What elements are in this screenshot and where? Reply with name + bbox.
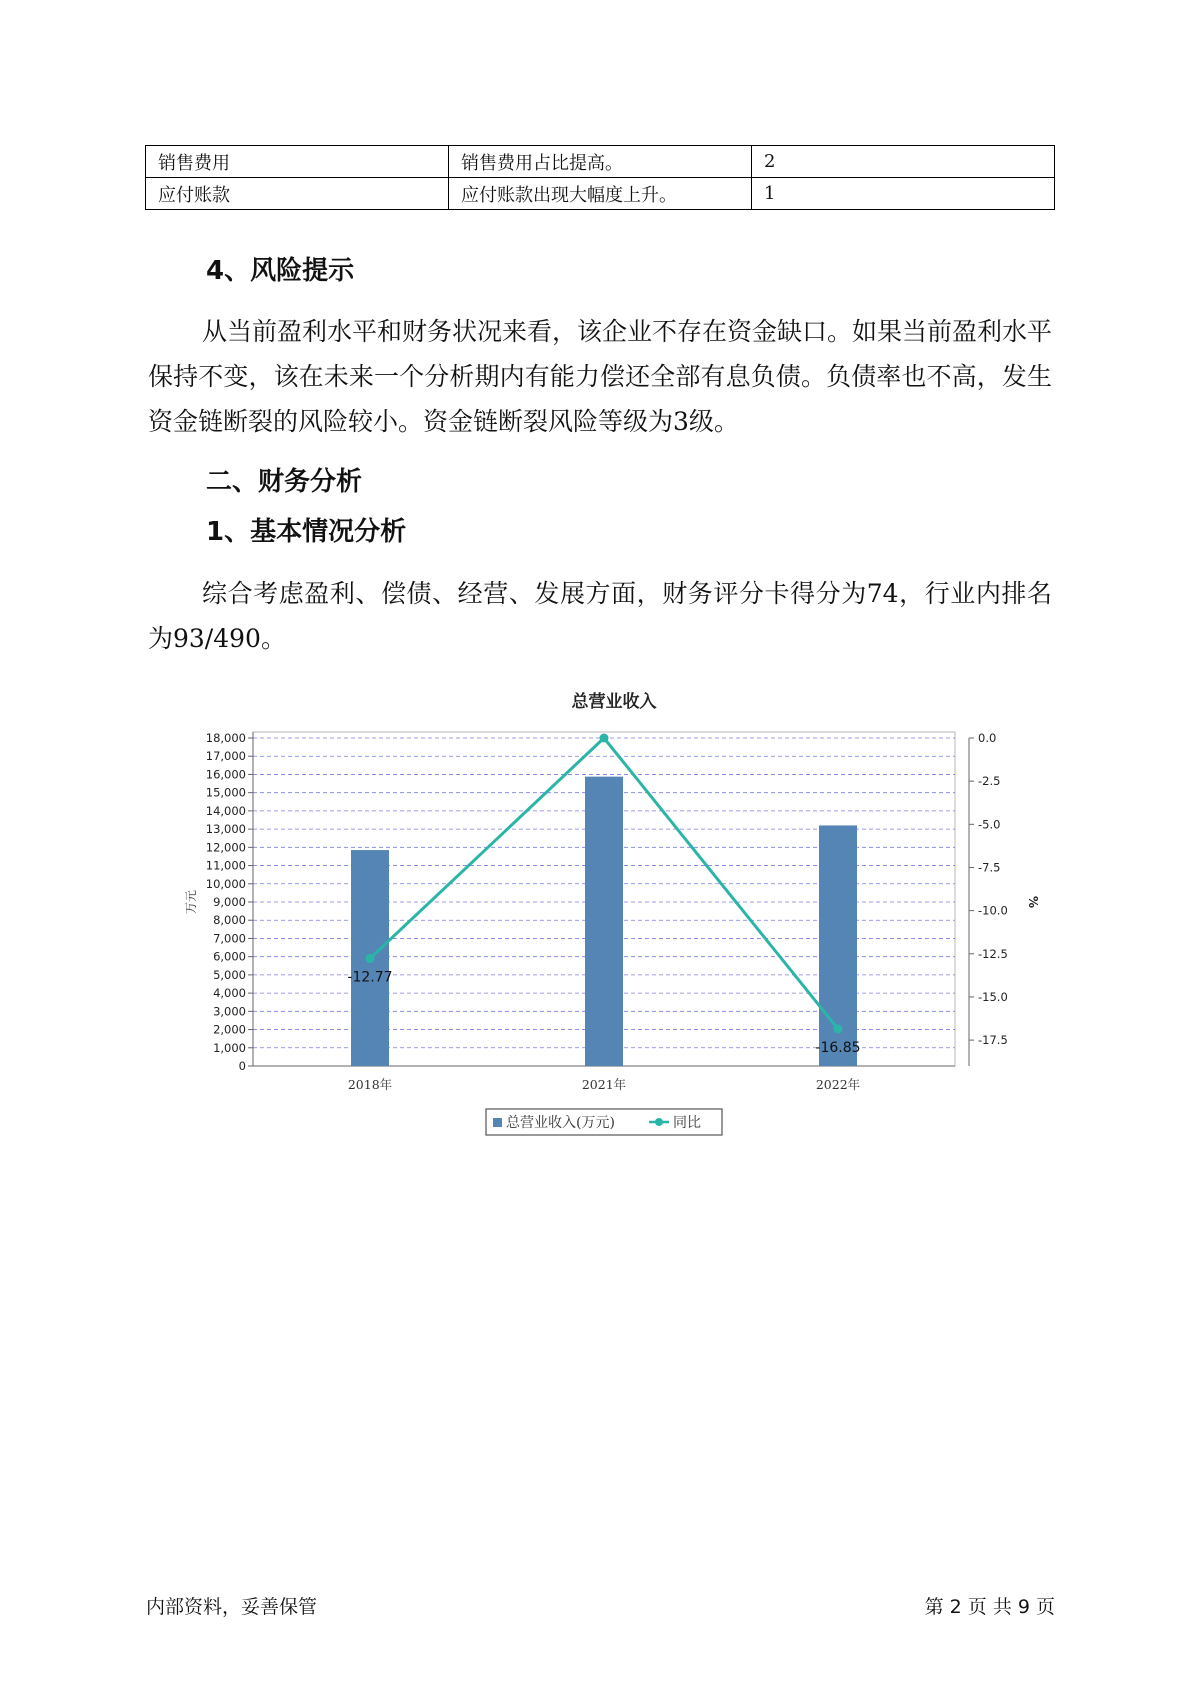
y-tick-label: 2,000 bbox=[213, 1022, 246, 1037]
yoy-point bbox=[366, 954, 375, 963]
y-tick-label: 8,000 bbox=[213, 913, 246, 928]
y-tick-label: 17,000 bbox=[205, 749, 246, 764]
yoy-point bbox=[834, 1024, 843, 1033]
footer-left: 内部资料，妥善保管 bbox=[146, 1596, 318, 1618]
y2-tick-label: -12.5 bbox=[978, 946, 1008, 961]
y2-axis-label: % bbox=[1026, 895, 1040, 909]
yoy-data-label: -16.85 bbox=[815, 1039, 861, 1056]
revenue-chart bbox=[175, 685, 1040, 1145]
risk-heading: 4、风险提示 bbox=[206, 256, 355, 286]
y2-tick-label: -15.0 bbox=[978, 989, 1008, 1004]
y-tick-label: 6,000 bbox=[213, 949, 246, 964]
y-tick-label: 9,000 bbox=[213, 895, 246, 909]
y2-tick-label: 0.0 bbox=[978, 731, 997, 745]
y-tick-label: 11,000 bbox=[205, 858, 246, 873]
table-cell: 应付账款 bbox=[146, 178, 449, 210]
y-tick-label: 0 bbox=[238, 1059, 246, 1073]
y-axis-label: 万元 bbox=[184, 889, 198, 915]
y-tick-label: 4,000 bbox=[213, 986, 246, 1001]
y-tick-label: 7,000 bbox=[213, 931, 246, 946]
y2-tick-label: -2.5 bbox=[978, 774, 1001, 789]
y2-tick-label: -7.5 bbox=[978, 860, 1001, 875]
footer-page-number: 第 2 页 共 9 页 bbox=[924, 1596, 1055, 1618]
risk-table bbox=[145, 145, 1055, 210]
table-row bbox=[146, 178, 1055, 210]
table-cell: 销售费用占比提高。 bbox=[449, 146, 752, 178]
y-tick-label: 1,000 bbox=[213, 1040, 246, 1055]
table-cell: 2 bbox=[752, 146, 1055, 178]
y-tick-label: 16,000 bbox=[205, 767, 246, 782]
revenue-bar bbox=[585, 777, 623, 1066]
legend-line-marker bbox=[655, 1118, 663, 1126]
y-tick-label: 10,000 bbox=[205, 876, 246, 891]
basic-analysis-paragraph: 综合考虑盈利、偿债、经营、发展方面，财务评分卡得分为74，行业内排名为93/490。 bbox=[148, 579, 1052, 653]
legend-bar-label: 总营业收入(万元) bbox=[506, 1115, 615, 1131]
y-tick-label: 3,000 bbox=[213, 1004, 246, 1019]
chart-title: 总营业收入 bbox=[571, 692, 657, 712]
y2-tick-label: -5.0 bbox=[978, 817, 1001, 832]
table-cell: 应付账款出现大幅度上升。 bbox=[449, 178, 752, 210]
x-tick-label: 2018年 bbox=[347, 1077, 393, 1092]
table-row bbox=[146, 146, 1055, 178]
risk-paragraph: 从当前盈利水平和财务状况来看，该企业不存在资金缺口。如果当前盈利水平保持不变，该在未来一个分析期内有能力偿还全部有息负债。负债率也不高，发生资金链断裂的风险较小。资金链断裂风险等级为3级。 bbox=[148, 317, 1053, 436]
y-tick-label: 18,000 bbox=[205, 731, 246, 745]
legend-line-label: 同比 bbox=[673, 1115, 701, 1131]
yoy-data-label: -12.77 bbox=[347, 969, 393, 986]
y2-tick-label: -17.5 bbox=[978, 1033, 1008, 1048]
basic-analysis-heading: 1、基本情况分析 bbox=[206, 517, 407, 547]
y-tick-label: 12,000 bbox=[205, 840, 246, 855]
y-tick-label: 13,000 bbox=[205, 822, 246, 837]
table-cell: 销售费用 bbox=[146, 146, 449, 178]
y-tick-label: 14,000 bbox=[205, 803, 246, 818]
y-tick-label: 5,000 bbox=[213, 967, 246, 982]
x-tick-label: 2021年 bbox=[581, 1077, 627, 1092]
x-tick-label: 2022年 bbox=[815, 1077, 861, 1092]
yoy-point bbox=[600, 734, 609, 743]
table-cell: 1 bbox=[752, 178, 1055, 210]
legend-bar-swatch bbox=[493, 1118, 502, 1127]
y2-tick-label: -10.0 bbox=[978, 903, 1008, 918]
y-tick-label: 15,000 bbox=[205, 785, 246, 800]
finance-heading: 二、财务分析 bbox=[206, 467, 363, 497]
